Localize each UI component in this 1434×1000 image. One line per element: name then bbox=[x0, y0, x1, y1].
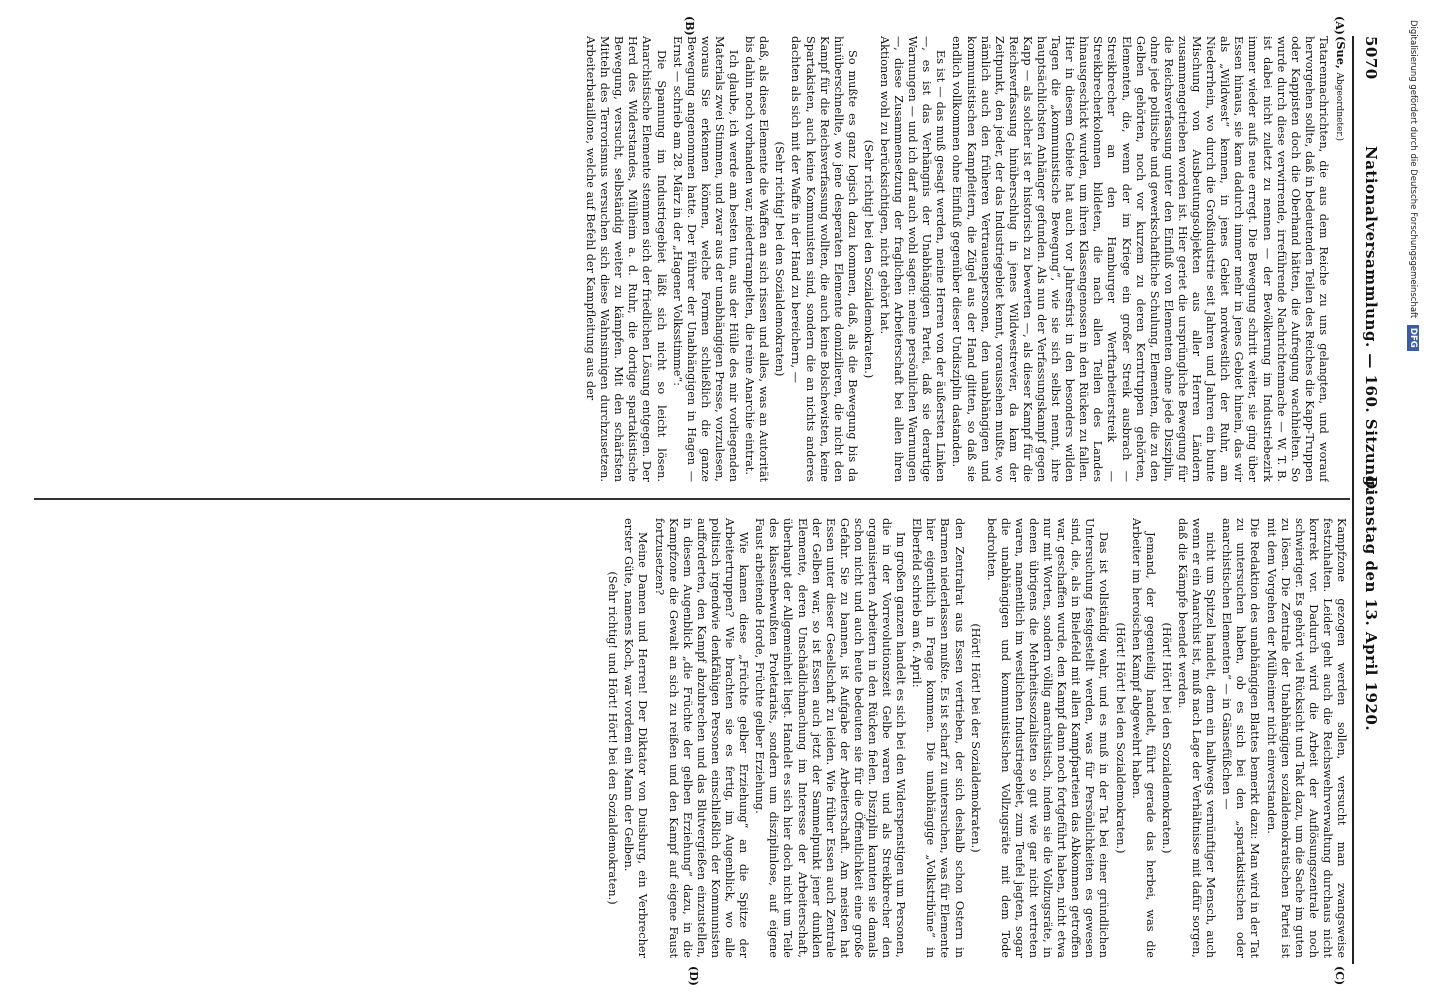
left-paragraph-3: So mußte es ganz logisch dazu kommen, daß, als die Bewegung bis da hinüberschnellte, wo jene desperaten Elemente domizilieren, die nicht den Kampf für die Reichsverfassung wollten, die auch keine Bolschewisten, keine Spartakisten, auch keine Kommunisten sind, sondern die an nichts anderes dachten als sich mit der Waffe in der Hand zu bereichern, — bbox=[789, 36, 859, 482]
digitization-sidebar bbox=[1404, 20, 1422, 980]
speaker-line bbox=[1332, 36, 1348, 482]
right-interjection-2: (Hört! Hört! bei den Sozialdemokraten.) bbox=[1113, 622, 1127, 854]
left-paragraph-1: Tatarennachrichten, die aus dem Reiche zu uns gelangten, und worauf hervorgehen sollte, daß in bedeutenden Teilen des Reiches die Kapp-Truppen oder Kappisten doch die Oberhand hätten, die Aufregung wachhielten. So wurde durch diese verwirrende, irreführende Nachrichtenmache — W. T. B. ist dabei nicht zuletzt zu nennen — der Bevölkerung im Industriebezirk immer wieder aufs neue erregt. Die Bewegung schritt weiter, sie ging über Essen hinaus, sie kam dadurch immer mehr in jenes Gebiet hinein, das wir als „Wildwest“ kennen, in jenes Gebiet nordwestlich der Ruhr, am Niederrhein, wo durch die Großindustrie seit Jahren und Jahren ein bunte Mischung von Ausbeutungsobjekten aus aller Herren Ländern zusammengetrieben worden ist. Hier geriet die ursprüngliche Bewegung für die Reichsverfassung unter den Einfluß von Elementen ohne jede Disziplin, ohne jede politische und gewerkschaftliche Schulung, Elementen, die zu den Gelben gehörten, noch vor kurzem zu deren Kerntruppen gehörten, Elementen, die, wenn der im Kriege ein großer Streik ausbrach — Streikbrecher an den Hamburger Werftarbeiterstreik — Streikbrecherkolonnen bildeten, die nach allen Teilen des Landes hinausgeschickt wurden, um ihren Klassengenossen in den Rücken zu fallen. Hier in diesem Gebiete hat auch vor Jahresfrist in den besonders wilden Tagen die „kommunistische Bewegung“, wie sie sich selbst nennt, ihre hauptsächlichsten Anhänger gefunden. Als nun der Verfassungskampf gegen Kapp — als solcher ist er historisch zu bewerten —, als dieser Kampf für die Reichsverfassung hinüberschlug in jenes Wildwestrevier, da kam der Zeitpunkt, den jeder, der das Industriegebiet kennt, voraussehen mußte, wo nämlich auch den früheren Vertrauenspersonen, den unabhängigen und kommunistischen Kampfleitern, die Zügel aus der Hand glitten, so daß sie endlich vollkommen ohne Einfluß gegenüber dieser Undisziplin dastanden. bbox=[950, 36, 1330, 482]
dfg-logo-badge: DFG bbox=[1407, 325, 1419, 351]
left-paragraph-4: daß, als diese Elemente die Waffen an sich rissen und alles, was an Autorität bis dahin noch vorhanden war, niedertrampelten, die reine Anarchie eintrat. bbox=[743, 36, 771, 482]
right-paragraph-5: Das ist vollständig wahr, und es muß in der Tat bei einer gründlichen Untersuchung festgestellt werden, was für Persönlichkeiten es gewesen sind, die, als in Bielefeld mit allen Kampfparteien das Abkommen getroffen war, geschaffen wurde, den Kampf dann noch fortgeführt haben, nicht etwa nur mit Worten, sondern völlig anarchistisch, indem sie die Vollzugsräte, in denen übrigens die Mehrheitssozialisten so gut wie gar nicht vertreten waren, namentlich im westlichen Industriegebiet, zum Teufel jagten, sogar die unabhängigen und kommunistischen Vollzugsräte mit dem Tode bedrohten. bbox=[984, 518, 1111, 958]
sidebar-credit-text: Digitalisierung gefördert durch die Deutsche Forschungsgemeinschaft bbox=[1408, 20, 1418, 319]
right-column bbox=[36, 518, 1348, 958]
right-paragraph-4: Jemand, der gegenteilig handelt, führt gerade das herbei, was die Arbeiter im heroischen Kampf abgewehrt haben. bbox=[1129, 518, 1157, 958]
margin-marker-c: (C) bbox=[1333, 966, 1346, 986]
left-paragraph-2: Es ist — das muß gesagt werden, meine Herren von der äußersten Linken —, es ist das Verhängnis der Unabhängigen Partei, daß sie derartige Warnungen — und ich darf auch wohl sagen: meine persönlichen Warnungen —, diese Zusammensetzung der fraglichen Arbeiterschaft bei allen ihren Aktionen wohl zu berücksichtigen, nicht gehört hat. bbox=[878, 36, 948, 482]
page-header bbox=[1356, 36, 1380, 964]
right-paragraph-3: nicht um Spitzel handelt, denn ein halbwegs vernünftiger Mensch, auch wenn er ein Anarchist ist, muß nach Lage der Verhältnisse mit dafür sorgen, daß die Kämpfe beendet werden. bbox=[1175, 518, 1218, 958]
left-interjection-2: (Sehr richtig! bei den Sozialdemokraten) bbox=[773, 141, 787, 377]
header-title: Nationalversammlung. — 160. Sitzung. bbox=[1362, 146, 1380, 493]
right-interjection-1: (Hört! Hört! bei den Sozialdemokraten.) bbox=[1159, 622, 1173, 854]
margin-marker-d: (D) bbox=[687, 966, 700, 986]
speaker-name: (Sue, bbox=[1334, 36, 1348, 69]
left-column bbox=[36, 36, 1348, 482]
header-rule bbox=[1352, 36, 1354, 964]
right-interjection-3: (Hört! Hört! bei der Sozialdemokraten.) bbox=[968, 623, 982, 853]
right-interjection-4: (Sehr richtig! und Hört! Hört! bei den Sozialdemokraten.) bbox=[606, 571, 620, 905]
left-quote: Die Spannung im Industriegebiet läßt sich nicht so leicht lösen. Anarchistische Elemente stemmen sich der friedlichen Lösung entgegen. Der Herd des Widerstandes, Mülheim a. d. Ruhr, die dortige spartakistische Bewegung, versucht, selbständig weiter zu kämpfen. Mit den schärfsten Mitteln des Terrorismus versuchen sich diese Wahnsinnigen durchzusetzen. Arbeiterbataillone, welche auf Befehl der Kampfleitung aus der bbox=[584, 36, 668, 482]
right-quote: Im großen ganzen handelt es sich bei den Widerspenstigen um Personen, die in der Vorrevolutionszeit Gelbe waren und als Streikbrecher den organisierten Arbeitern in den Rücken fielen. Disziplin kannten sie damals schon nicht und auch heute bedeuten sie für die Öffentlichkeit eine große Gefahr. Sie zu bannen, ist Aufgabe der Arbeiterschaft. Am meisten hat Essen unter dieser Gesellschaft zu leiden. Wie früher Essen auch Zentrale der Gelben war, so ist Essen auch jetzt der Sammelpunkt jener dunklen Elemente, deren Unschädlichmachung im Interesse der Arbeiterschaft, überhaupt der Allgemeinheit liegt. Handelt es sich hier doch nicht um Teile des klassenbewußten Proletariats, sondern um disziplinlose, auf eigene Faust arbeitende Horde, Früchte gelber Erziehung. bbox=[753, 518, 908, 958]
margin-marker-b: (B) bbox=[683, 16, 696, 36]
margin-marker-a: (A) bbox=[1333, 16, 1346, 35]
column-divider bbox=[34, 498, 1350, 500]
right-paragraph-2: Die Redaktion des unabhängigen Blattes bemerkt dazu: Man wird in der Tat zu untersuchen haben, ob es sich bei den „spartakistischen oder anarchistischen Elementen“ — in Gänsefüßchen — bbox=[1220, 518, 1262, 958]
page-number: 5070 bbox=[1362, 36, 1380, 80]
right-paragraph-8: Meine Damen und Herren! Der Diktator von Duisburg, ein Verbrecher erster Güte, namens Koch, war vordem ein Mann der Gelben. bbox=[622, 518, 650, 958]
left-paragraph-5: Ich glaube, ich werde am besten tun, aus der Hülle des mir vorliegenden Materials zwei Stimmen, und zwar aus der unabhängigen Presse, vorzulesen, woraus Sie erkennen können, welche Formen schließlich die ganze Bewegung angenommen hatte. Der Führer der Unabhängigen in Hagen — Ernst — schrieb am 28. März in der „Hagener Volksstimme“: bbox=[670, 36, 741, 482]
right-paragraph-6: den Zentralrat aus Essen vertrieben, der sich deshalb schon Ostern in Barmen niederlassen mußte. Es ist scharf zu untersuchen, was für Elemente hier eigentlich in Frage kommen. Die unabhängige „Volkstribüne“ in Elberfeld schrieb am 6. April: bbox=[910, 518, 966, 958]
right-paragraph-7: Wie kamen diese „Früchte gelber Erziehung“ an die Spitze der Arbeitertruppen? Wie brachten sie es fertig, im Augenblick, wo alle politisch irgendwie denkfähigen Personen einschließlich der Kommunisten aufforderten, den Kampf abzubrechen und das Blutvergießen einzustellen, in diesem Augenblick „die Früchte der gelben Erziehung“ dazu, in die Kampfzone die Gewalt an sich zu reißen und den Kampf auf eigene Faust fortzusetzen? bbox=[652, 518, 751, 958]
left-interjection-1: (Sehr richtig! bei den Sozialdemokraten.) bbox=[861, 139, 875, 379]
speaker-role: Abgeordneter.) bbox=[1334, 72, 1344, 142]
right-paragraph-1: Kampfzone gezogen werden sollen, versucht man zwangsweise festzuhalten. Leider geht auch die Reichswehrverwaltung durchaus nicht korrekt vor. Dadurch wird die Arbeit der Auflösungszentrale noch schwieriger. Es gehört viel Rücksicht und Takt dazu, um die Sache im guten zu lösen. Die Zentrale der Unabhängigen sozialdemokratischen Partei ist mit dem Vorgehen der Mülheimer nicht einverstanden. bbox=[1264, 518, 1348, 958]
header-date: Dienstag den 13. April 1920. bbox=[1362, 476, 1380, 732]
sidebar-text-block bbox=[1404, 20, 1422, 980]
